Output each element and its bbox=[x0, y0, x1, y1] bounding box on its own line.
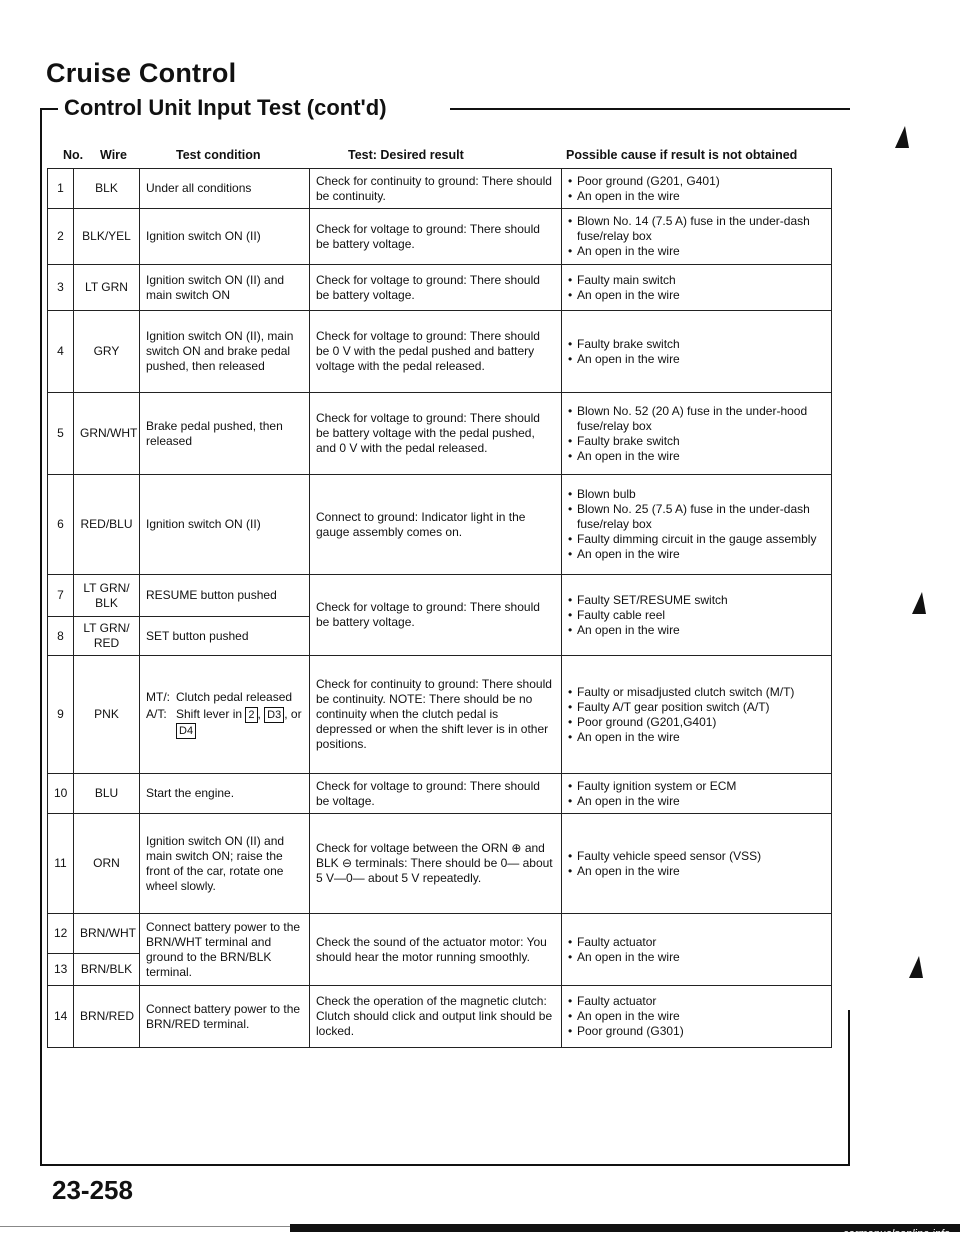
test-condition: Ignition switch ON (II) and main switch ON bbox=[140, 265, 310, 311]
cause-item: • An open in the wire bbox=[568, 189, 825, 204]
desired-result: Check for voltage to ground: There should be 0 V with the pedal pushed and battery voltage with the pedal released. bbox=[310, 311, 562, 393]
possible-causes bbox=[562, 986, 832, 1048]
cause-item: • An open in the wire bbox=[568, 864, 825, 879]
frame-bottom-border bbox=[40, 1164, 850, 1166]
test-condition: Ignition switch ON (II) and main switch ON; raise the front of the car, rotate one wheel slowly. bbox=[140, 814, 310, 914]
possible-causes bbox=[562, 475, 832, 575]
section-title: Control Unit Input Test (cont'd) bbox=[64, 95, 387, 120]
test-condition bbox=[140, 656, 310, 774]
table-row bbox=[48, 169, 832, 209]
cause-item: • An open in the wire bbox=[568, 950, 825, 965]
cause-item: • Faulty brake switch bbox=[568, 337, 825, 352]
cause-item: • An open in the wire bbox=[568, 623, 825, 638]
header-possible-cause: Possible cause if result is not obtained bbox=[566, 148, 798, 162]
cause-item: • An open in the wire bbox=[568, 1009, 825, 1024]
at-pre-text: Shift lever in bbox=[176, 707, 243, 721]
cause-item: • Faulty vehicle speed sensor (VSS) bbox=[568, 849, 825, 864]
desired-result: Check the sound of the actuator motor: You should hear the motor running smoothly. bbox=[310, 914, 562, 986]
table-row bbox=[48, 774, 832, 814]
possible-causes bbox=[562, 914, 832, 986]
test-condition: Ignition switch ON (II) bbox=[140, 475, 310, 575]
wire-color: BRN/WHT bbox=[74, 914, 140, 954]
at-text: Shift lever in 2 , D3 , or D4 bbox=[176, 707, 302, 737]
row-number: 14 bbox=[48, 986, 74, 1048]
desired-result: Check for voltage to ground: There should be battery voltage. bbox=[310, 209, 562, 265]
cause-item: • Poor ground (G201,G401) bbox=[568, 715, 825, 730]
cause-item: • An open in the wire bbox=[568, 288, 825, 303]
wire-color: LT GRN bbox=[74, 265, 140, 311]
heading-rule-right bbox=[450, 108, 850, 110]
possible-causes bbox=[562, 265, 832, 311]
row-number: 8 bbox=[48, 617, 74, 656]
desired-result: Connect to ground: Indicator light in the gauge assembly comes on. bbox=[310, 475, 562, 575]
wire-color: GRN/WHT bbox=[74, 393, 140, 475]
table-row bbox=[48, 575, 832, 617]
table-row bbox=[48, 814, 832, 914]
footer-rule bbox=[0, 1226, 290, 1227]
cause-item: • Blown No. 25 (7.5 A) fuse in the under-dash fuse/relay box bbox=[568, 502, 825, 532]
desired-result: Check for continuity to ground: There should be continuity. NOTE: There should be no continuity when the clutch pedal is depressed or when the shift lever is in other positions. bbox=[310, 656, 562, 774]
row-number: 5 bbox=[48, 393, 74, 475]
desired-result: Check for voltage between the ORN ⊕ and BLK ⊖ terminals: There should be 0— about 5 V—0— about 5 V repeatedly. bbox=[310, 814, 562, 914]
heading-rule-left bbox=[40, 108, 58, 110]
test-condition: Brake pedal pushed, then released bbox=[140, 393, 310, 475]
desired-result: Check for voltage to ground: There should be voltage. bbox=[310, 774, 562, 814]
possible-causes bbox=[562, 393, 832, 475]
side-tab-mark bbox=[909, 956, 923, 978]
possible-causes bbox=[562, 311, 832, 393]
page-title: Cruise Control bbox=[46, 58, 237, 88]
at-label: A/T: bbox=[146, 707, 167, 721]
cause-item: • Faulty SET/RESUME switch bbox=[568, 593, 825, 608]
possible-causes bbox=[562, 656, 832, 774]
input-test-table bbox=[47, 168, 832, 1048]
cause-item: • Faulty cable reel bbox=[568, 608, 825, 623]
possible-causes bbox=[562, 814, 832, 914]
row-number: 3 bbox=[48, 265, 74, 311]
cause-item: • An open in the wire bbox=[568, 794, 825, 809]
table-row bbox=[48, 656, 832, 774]
table-row bbox=[48, 311, 832, 393]
row-number: 12 bbox=[48, 914, 74, 954]
possible-causes bbox=[562, 209, 832, 265]
at-condition bbox=[146, 707, 303, 739]
cause-item: • Faulty A/T gear position switch (A/T) bbox=[568, 700, 825, 715]
wire-color: BRN/BLK bbox=[74, 954, 140, 986]
test-condition: Ignition switch ON (II), main switch ON and brake pedal pushed, then released bbox=[140, 311, 310, 393]
table-row bbox=[48, 265, 832, 311]
cause-item: • Blown bulb bbox=[568, 487, 825, 502]
row-number: 11 bbox=[48, 814, 74, 914]
frame-right-border bbox=[848, 1010, 850, 1166]
gear-d4-icon: D4 bbox=[176, 723, 196, 739]
wire-color: LT GRN/ BLK bbox=[74, 575, 140, 617]
page-number: 23-258 bbox=[52, 1175, 133, 1205]
wire-color: BLU bbox=[74, 774, 140, 814]
wire-color: LT GRN/ RED bbox=[74, 617, 140, 656]
cause-item: • Faulty ignition system or ECM bbox=[568, 779, 825, 794]
row-number: 6 bbox=[48, 475, 74, 575]
wire-color: BLK/YEL bbox=[74, 209, 140, 265]
cause-item: • Blown No. 52 (20 A) fuse in the under-hood fuse/relay box bbox=[568, 404, 825, 434]
cause-item: • An open in the wire bbox=[568, 730, 825, 745]
cause-item: • Blown No. 14 (7.5 A) fuse in the under-dash fuse/relay box bbox=[568, 214, 825, 244]
test-condition: Start the engine. bbox=[140, 774, 310, 814]
desired-result: Check for voltage to ground: There should be battery voltage with the pedal pushed, and 0 V with the pedal released. bbox=[310, 393, 562, 475]
row-number: 1 bbox=[48, 169, 74, 209]
wire-color: BLK bbox=[74, 169, 140, 209]
possible-causes bbox=[562, 169, 832, 209]
gear-d3-icon: D3 bbox=[264, 707, 284, 723]
test-condition: Under all conditions bbox=[140, 169, 310, 209]
header-wire: Wire bbox=[100, 148, 127, 162]
row-number: 10 bbox=[48, 774, 74, 814]
mt-text: Clutch pedal released bbox=[176, 690, 293, 704]
wire-color: ORN bbox=[74, 814, 140, 914]
test-condition: SET button pushed bbox=[140, 617, 310, 656]
cause-item: • Faulty brake switch bbox=[568, 434, 825, 449]
frame-left-border bbox=[40, 110, 42, 1165]
side-tab-mark bbox=[912, 592, 926, 614]
mt-label: MT/: bbox=[146, 690, 170, 704]
row-number: 13 bbox=[48, 954, 74, 986]
cause-item: • An open in the wire bbox=[568, 352, 825, 367]
table-row bbox=[48, 209, 832, 265]
cause-item: • Poor ground (G201, G401) bbox=[568, 174, 825, 189]
table-row bbox=[48, 914, 832, 954]
header-condition: Test condition bbox=[176, 148, 261, 162]
possible-causes bbox=[562, 575, 832, 656]
row-number: 9 bbox=[48, 656, 74, 774]
wire-color: RED/BLU bbox=[74, 475, 140, 575]
row-number: 4 bbox=[48, 311, 74, 393]
cause-item: • An open in the wire bbox=[568, 449, 825, 464]
side-tab-mark bbox=[895, 126, 909, 148]
header-no: No. bbox=[63, 148, 84, 162]
table-row bbox=[48, 475, 832, 575]
desired-result: Check the operation of the magnetic clutch: Clutch should click and output link should be locked. bbox=[310, 986, 562, 1048]
test-condition: Ignition switch ON (II) bbox=[140, 209, 310, 265]
desired-result: Check for voltage to ground: There should be battery voltage. bbox=[310, 575, 562, 656]
cause-item: • An open in the wire bbox=[568, 547, 825, 562]
wire-color: GRY bbox=[74, 311, 140, 393]
possible-causes bbox=[562, 774, 832, 814]
watermark: carmanualsonline.info bbox=[842, 1228, 950, 1240]
or-text: or bbox=[290, 707, 302, 721]
test-condition: Connect battery power to the BRN/RED terminal. bbox=[140, 986, 310, 1048]
cause-item: • An open in the wire bbox=[568, 244, 825, 259]
wire-color: BRN/RED bbox=[74, 986, 140, 1048]
table-row bbox=[48, 393, 832, 475]
row-number: 7 bbox=[48, 575, 74, 617]
wire-color: PNK bbox=[74, 656, 140, 774]
gear-2-icon: 2 bbox=[245, 707, 257, 723]
section-heading bbox=[40, 95, 850, 125]
desired-result: Check for continuity to ground: There should be continuity. bbox=[310, 169, 562, 209]
mt-condition bbox=[146, 690, 303, 705]
test-condition: RESUME button pushed bbox=[140, 575, 310, 617]
desired-result: Check for voltage to ground: There should be battery voltage. bbox=[310, 265, 562, 311]
table-row bbox=[48, 986, 832, 1048]
row-number: 2 bbox=[48, 209, 74, 265]
test-condition: Connect battery power to the BRN/WHT terminal and ground to the BRN/BLK terminal. bbox=[140, 914, 310, 986]
cause-item: • Faulty or misadjusted clutch switch (M/T) bbox=[568, 685, 825, 700]
cause-item: • Faulty actuator bbox=[568, 994, 825, 1009]
cause-item: • Poor ground (G301) bbox=[568, 1024, 825, 1039]
cause-item: • Faulty dimming circuit in the gauge assembly bbox=[568, 532, 825, 547]
cause-item: • Faulty actuator bbox=[568, 935, 825, 950]
cause-item: • Faulty main switch bbox=[568, 273, 825, 288]
header-desired-result: Test: Desired result bbox=[348, 148, 464, 162]
